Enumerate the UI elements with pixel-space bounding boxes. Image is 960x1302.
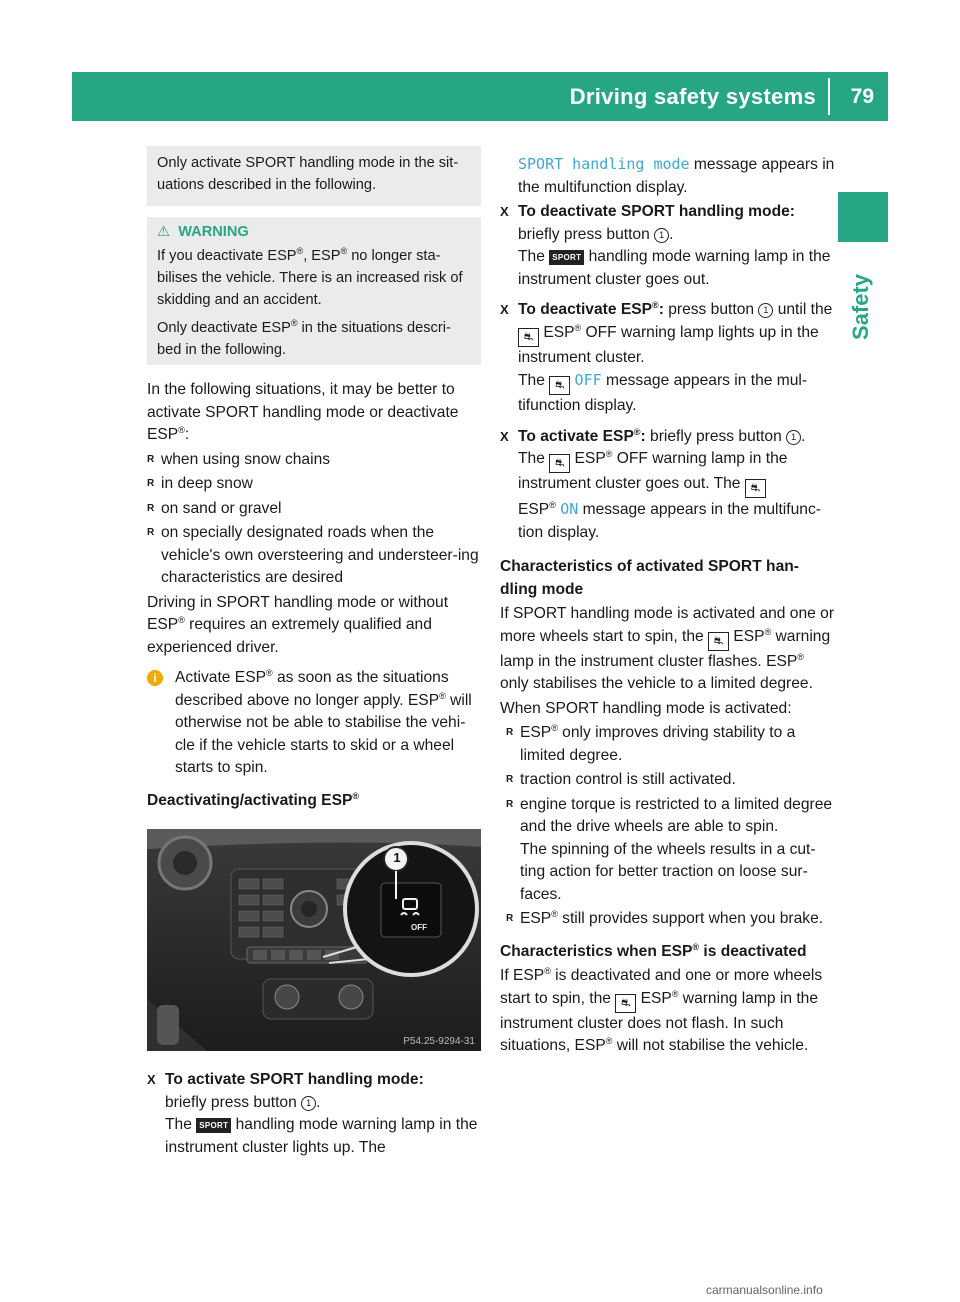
when-activated-text: When SPORT handling mode is activated: — [500, 699, 792, 717]
characteristics-title: Characteristics of activated SPORT han-dling mode — [500, 558, 799, 598]
step-activate-esp: X To activate ESP®: briefly press button 1 . The ⛐ ESP® OFF warning lamp in the instrument cluster goes out. The ⛐ ESP® ON message appears in the multifunc-tion display. — [500, 426, 821, 541]
bullet-item: R on specially designated roads when the vehicle's own oversteering and understeer-ing characteristics are desired — [147, 524, 479, 586]
button-1-icon: 1 — [301, 1096, 316, 1111]
step-activate-sport: X To activate SPORT handling mode: briefly press button 1 . The SPORT handling mode warning lamp in the instrument cluster lights up. The — [147, 1071, 478, 1156]
display-sport-text: SPORT handling mode — [518, 155, 690, 173]
side-tab-block — [838, 192, 888, 242]
bullet-item: R traction control is still activated. — [506, 771, 736, 788]
esp-off-lamp-icon: ⛐ — [549, 454, 570, 473]
warning-content — [157, 221, 475, 361]
section-title: Deactivating/activating ESP® — [147, 790, 360, 809]
characteristics-paragraph: If SPORT handling mode is activated and one or more wheels start to spin, the ⛐ ESP® warning lamp in the instrument cluster flashes. ESP® only stabilises the vehicle to a limited degree. — [500, 605, 835, 692]
display-on-text: ON — [560, 500, 579, 518]
esp-lamp-icon: ⛐ — [708, 632, 729, 651]
photo-reference: P54.25-9294-31 — [403, 1036, 475, 1047]
bullet-item: R on sand or gravel — [147, 499, 282, 517]
side-tab-label: Safety — [848, 273, 873, 340]
button-1-icon: 1 — [654, 228, 669, 243]
column-right — [500, 153, 836, 1058]
header-divider — [828, 78, 830, 115]
page-number: 79 — [850, 85, 874, 108]
deactivated-title: Characteristics when ESP® is deactivated — [500, 941, 807, 960]
warning-title: WARNING — [178, 224, 249, 240]
step-arrow-icon: X — [500, 204, 509, 219]
step-arrow-icon: X — [500, 428, 509, 444]
display-off-text: OFF — [574, 371, 602, 389]
esp-off-icon: OFF — [411, 923, 427, 932]
esp-off-lamp-icon: ⛐ — [518, 328, 539, 347]
page-header — [72, 72, 888, 121]
step-deactivate-sport: X To deactivate SPORT handling mode: briefly press button 1 . The SPORT handling mode warning lamp in the instrument cluster goes out. — [500, 203, 831, 288]
photo-callout-number: 1 — [393, 850, 401, 865]
warning-paragraph-2: Only deactivate ESP® in the situations descri-bed in the following. — [157, 318, 451, 358]
note-text: Only activate SPORT handling mode in the sit-uations described in the following. — [157, 155, 459, 193]
sport-lamp-icon: SPORT — [549, 250, 584, 265]
dashboard-photo — [147, 829, 481, 1051]
step-arrow-icon: X — [147, 1072, 156, 1087]
column-left — [147, 379, 481, 812]
bullet-item: R engine torque is restricted to a limited degree and the drive wheels are able to spin. — [506, 795, 833, 835]
button-1-icon: 1 — [786, 430, 801, 445]
header-title: Driving safety systems — [569, 84, 816, 109]
warning-triangle-icon: ⚠ — [157, 224, 171, 240]
driving-paragraph: Driving in SPORT handling mode or without ESP® requires an extremely qualified and experienced driver. — [147, 593, 449, 656]
button-1-icon: 1 — [758, 303, 773, 318]
info-icon: i — [147, 670, 163, 686]
footer-watermark: carmanualsonline.info — [706, 1283, 823, 1297]
deactivated-paragraph: If ESP® is deactivated and one or more wheels start to spin, the ⛐ ESP® warning lamp in the instrument cluster does not flash. In such situations, ESP® will not stabilise the vehicle. — [500, 965, 823, 1054]
sport-display-message: SPORT handling mode message appears in the multifunction display. — [518, 155, 835, 196]
bullet-item: R in deep snow — [147, 475, 253, 492]
info-paragraph: i Activate ESP® as soon as the situations described above no longer apply. ESP® will otherwise not be able to stabilise the vehi-cle if the vehicle starts to skid or a wheel starts to spin. — [147, 667, 481, 780]
esp-lamp-icon: ⛐ — [615, 994, 636, 1013]
bullet-subparagraph: The spinning of the wheels results in a cut-ting action for better traction on loose sur-faces. — [520, 840, 816, 903]
bullet-item: R when using snow chains — [147, 450, 331, 468]
bullet-item: R ESP® still provides support when you brake. — [506, 908, 824, 927]
sport-lamp-icon: SPORT — [196, 1118, 231, 1133]
dashboard-illustration — [147, 829, 481, 1051]
intro-paragraph: In the following situations, it may be better to activate SPORT handling mode or deactivate ESP®: — [147, 381, 459, 443]
esp-lamp-icon: ⛐ — [549, 376, 570, 395]
step-arrow-icon: X — [500, 302, 509, 317]
esp-lamp-icon: ⛐ — [745, 479, 766, 498]
bullet-item: R ESP® only improves driving stability to a limited degree. — [506, 722, 796, 764]
step-deactivate-esp: X To deactivate ESP®: press button 1 until the ⛐ ESP® OFF warning lamp lights up in the instrument cluster. The ⛐ OFF message appears in the mul-tifunction display. — [500, 299, 833, 414]
warning-paragraph-1: If you deactivate ESP®, ESP® no longer sta-bilises the vehicle. There is an increased risk of skidding and an accident. — [157, 246, 463, 308]
